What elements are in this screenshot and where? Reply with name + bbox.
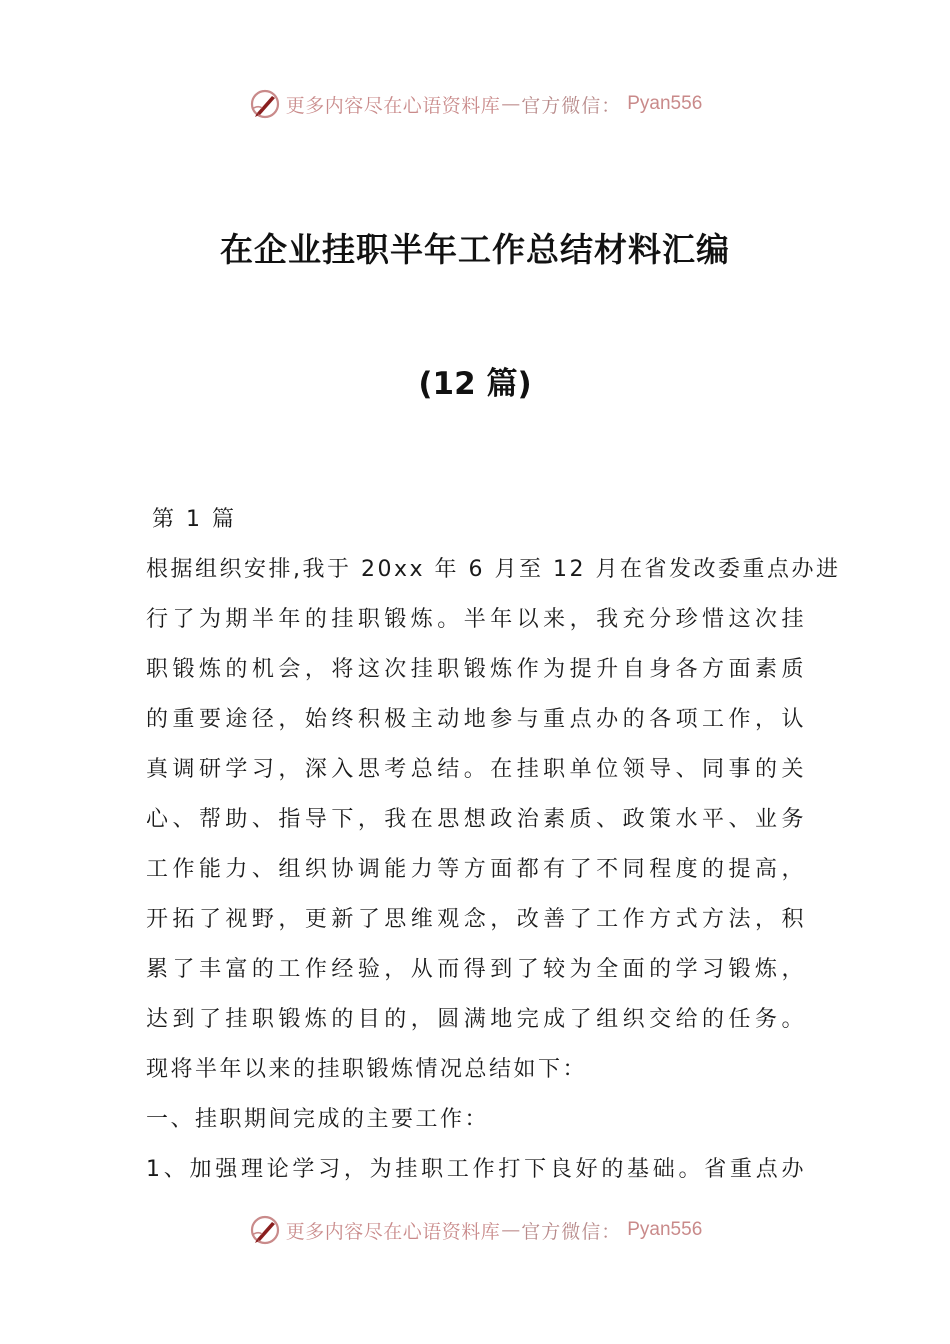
watermark-separator: — [501,1219,521,1241]
paragraph-line: 心、帮助、指导下，我在思想政治素质、政策水平、业务 [146,807,806,832]
quill-pen-logo-icon [248,87,282,121]
watermark-contact-id: Pyan556 [627,93,703,114]
section-heading: 一、挂职期间完成的主要工作： [146,1107,490,1132]
watermark-banner-bottom [0,1210,950,1250]
paragraph-line: 累了丰富的工作经验，从而得到了较为全面的学习锻炼， [146,957,806,982]
watermark-brand-text: 更多内容尽在心语资料库 [285,1220,501,1243]
paragraph-line: 工作能力、组织协调能力等方面都有了不同程度的提高， [146,857,806,882]
paragraph-line: 行了为期半年的挂职锻炼。半年以来，我充分珍惜这次挂 [146,607,806,632]
document-subtitle: (12 篇) [418,366,532,402]
paragraph-line: 达到了挂职锻炼的目的，圆满地完成了组织交给的任务。 [146,1007,806,1032]
document-title: 在企业挂职半年工作总结材料汇编 [220,230,730,269]
watermark-contact-label: 官方微信： [521,94,622,117]
paragraph-line: 真调研学习，深入思考总结。在挂职单位领导、同事的关 [146,757,806,782]
paragraph-line: 现将半年以来的挂职锻炼情况总结如下： [146,1057,588,1082]
paragraph-line: 职锻炼的机会，将这次挂职锻炼作为提升自身各方面素质 [146,657,806,682]
paragraph-line: 的重要途径，始终积极主动地参与重点办的各项工作，认 [146,707,806,732]
section-label: 第 1 篇 [152,507,237,532]
watermark-banner-top [0,84,950,124]
paragraph-line: 根据组织安排,我于 20xx 年 6 月至 12 月在省发改委重点办进 [146,557,841,582]
document-body [146,495,841,1195]
paragraph-line: 1、加强理论学习，为挂职工作打下良好的基础。省重点办 [146,1157,806,1182]
paragraph-line: 开拓了视野，更新了思维观念，改善了工作方式方法，积 [146,907,806,932]
watermark-brand-text: 更多内容尽在心语资料库 [285,94,501,117]
watermark-contact-label: 官方微信： [521,1220,622,1243]
watermark-separator: — [501,93,521,115]
quill-pen-logo-icon [248,1213,282,1247]
watermark-contact-id: Pyan556 [627,1219,703,1240]
